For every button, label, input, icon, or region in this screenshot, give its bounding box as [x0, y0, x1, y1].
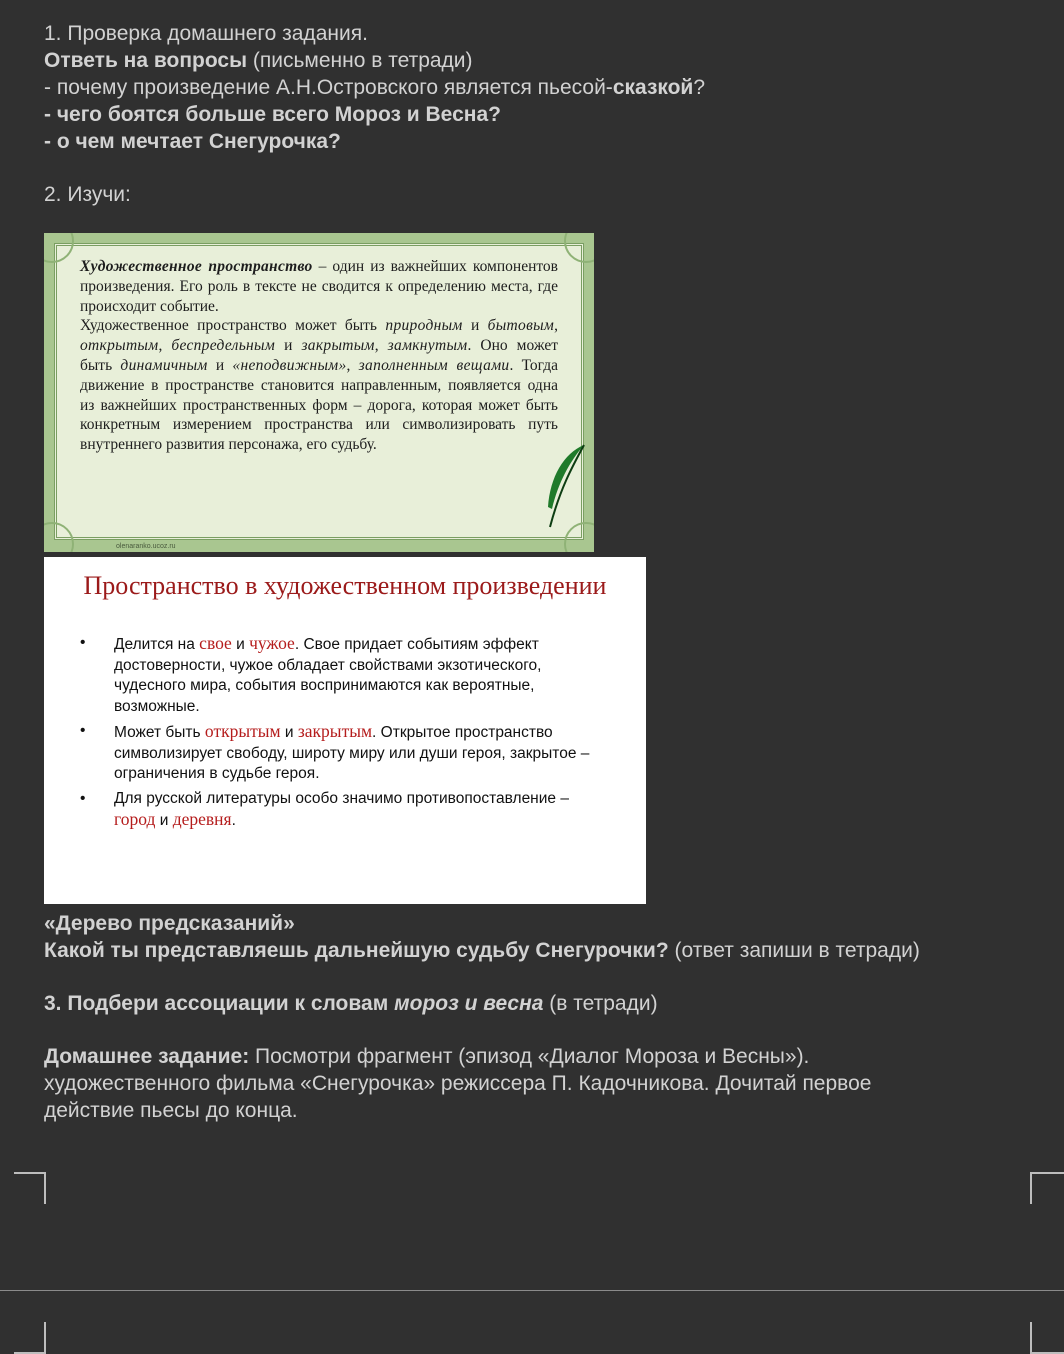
card1-p2a: Художественное пространство может быть [80, 317, 386, 335]
b3c: . [231, 812, 236, 829]
card1-p2-i6: замкнутым [387, 337, 468, 355]
question-1 [44, 74, 1044, 101]
page-corner-marker [14, 1322, 46, 1354]
card1-p2j: , [346, 356, 359, 374]
card1-p2-i1: природным [385, 317, 463, 335]
b2-red2: закрытым [297, 721, 373, 741]
page-corner-marker [1030, 1322, 1064, 1354]
card1-p2h: и [207, 356, 233, 374]
after-images [44, 910, 1044, 1124]
image-credit: olenaranko.ucoz.ru [116, 543, 176, 550]
quill-feather-icon [544, 443, 588, 529]
page-break-line [0, 1290, 1064, 1291]
tree-note: (ответ запиши в тетради) [668, 939, 920, 962]
slide-title: Пространство в художественном произведении [83, 571, 607, 600]
card1-p2c: , [554, 317, 558, 335]
b1-red1: свое [199, 633, 232, 653]
homework-line2: художественного фильма «Снегурочка» режиссера П. Кадочникова. Дочитай первое [44, 1072, 872, 1095]
question-1-bold: сказкой [612, 76, 694, 99]
card1-p2g: . Оно может быть [80, 337, 559, 374]
space-slide [44, 557, 646, 904]
question-1-text: - почему произведение А.Н.Островского является пьесой- [44, 76, 613, 99]
section2-title: 2. Изучи: [44, 183, 131, 206]
card1-p2-i9: заполненным вещами [358, 356, 510, 374]
b2-red1: открытым [204, 721, 281, 741]
b2c: . Открытое пространство символизирует свободу, широту миру или души героя, закрытое – ограничения в судьбе героя. [114, 724, 590, 782]
answer-note: (письменно в тетради) [247, 49, 473, 72]
card1-p2b: и [462, 317, 488, 335]
b1b: и [231, 636, 250, 653]
b1-red2: чужое [249, 633, 295, 653]
b1a: Делится на [114, 636, 200, 653]
b3b: и [155, 812, 173, 829]
homework-text1: Посмотри фрагмент (эпизод «Диалог Мороза и Весны»). [249, 1045, 810, 1068]
card1-p2-i4: беспредельным [171, 337, 276, 355]
b1c: . Свое придает событиям эффект достоверности, чужое обладает свойствами экзотического, чудесного мира, события воспринимаются как вероятные, возможные. [114, 636, 542, 715]
question-2: - чего боятся больше всего Мороз и Весна? [44, 103, 501, 126]
page-corner-marker [14, 1172, 46, 1204]
section3-text: 3. Подбери ассоциации к словам [44, 992, 395, 1015]
homework-label: Домашнее задание: [44, 1045, 250, 1068]
question-1-end: ? [693, 76, 706, 99]
section1-title: 1. Проверка домашнего задания. [44, 22, 368, 45]
homework-line1 [44, 1043, 1044, 1070]
answer-line [44, 47, 1044, 74]
list-item [80, 721, 600, 785]
card1-p2f: , [374, 337, 388, 355]
b3a: Для русской литературы особо значимо противопоставление – [114, 789, 569, 807]
card1-p2-i3: открытым [80, 337, 159, 355]
b3-red2: деревня [172, 809, 232, 829]
card1-p2-i2: бытовым [487, 317, 555, 335]
tree-question: Какой ты представляешь дальнейшую судьбу Снегурочки? [44, 939, 669, 962]
card1-p1: – один из важнейших компонентов произведения. Его роль в тексте не сводится к определению места, где происходит событие. [80, 258, 559, 315]
b2b: и [280, 724, 298, 741]
bullet-icon: • [80, 789, 86, 807]
card1-p2-i5: закрытым [301, 337, 375, 355]
list-item [80, 789, 600, 832]
list-item [80, 633, 600, 717]
slide-bullets [80, 633, 600, 836]
card1-p2-i8: «неподвижным» [232, 356, 347, 374]
b2a: Может быть [114, 724, 205, 741]
tree-question-line [44, 937, 1044, 964]
tree-title: «Дерево предсказаний» [44, 912, 295, 935]
section3-note: (в тетради) [543, 992, 658, 1015]
card1-text [80, 257, 558, 455]
card1-p2d: , [158, 337, 172, 355]
card1-p2k: . Тогда движение в пространстве становится направленным, появляется одна из важнейших пространственных форм – дорога, которая может быть конкретным измерением пространства или символизировать путь внутреннего развития персонажа, его судьбу. [80, 356, 559, 454]
page-corner-marker [1030, 1172, 1064, 1204]
art-space-card [44, 233, 594, 552]
term-italic: Художественное пространство [80, 258, 313, 275]
bullet-icon: • [80, 722, 86, 739]
card1-p2-i7: динамичным [120, 356, 208, 374]
b3-red1: город [114, 809, 156, 829]
document-body [44, 20, 1044, 208]
card1-p2e: и [275, 337, 302, 355]
section3-italic: мороз и весна [394, 992, 544, 1015]
bullet-icon: • [80, 634, 86, 651]
homework-line3: действие пьесы до конца. [44, 1099, 298, 1122]
question-3: - о чем мечтает Снегурочка? [44, 130, 341, 153]
section3-line [44, 990, 1044, 1017]
answer-label: Ответь на вопросы [44, 49, 248, 72]
